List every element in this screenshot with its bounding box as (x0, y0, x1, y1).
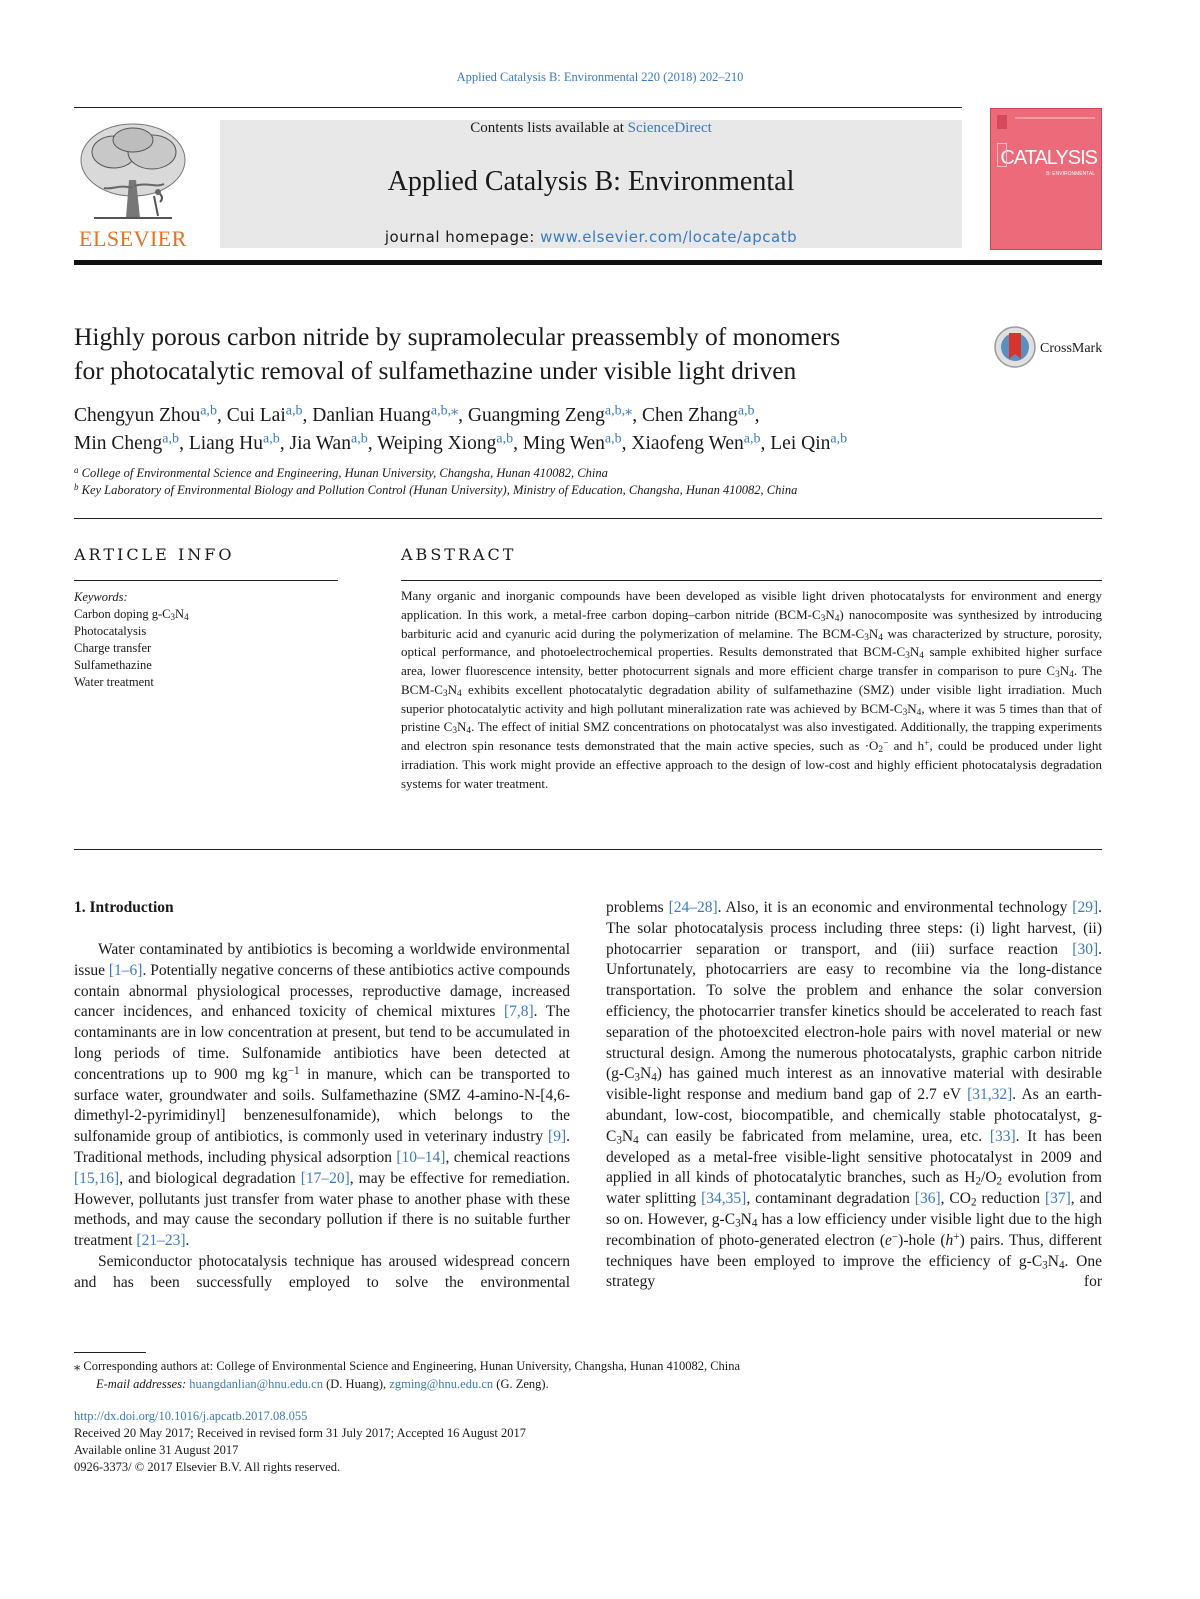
author-affiliation-sup[interactable]: a,b (830, 430, 848, 447)
author-affiliation-sup[interactable]: a,b (162, 430, 180, 447)
author-line-2 (74, 430, 1104, 458)
author-separator: , (179, 433, 189, 454)
author-separator: , (513, 433, 523, 454)
article-info-rule (74, 580, 338, 581)
article-info-heading: ARTICLE INFO (74, 545, 235, 564)
article-title (74, 320, 974, 388)
abstract-body: Many organic and inorganic compounds have been developed as visible light driven photocatalysts for environment and energy application. In this work, a metal-free carbon doping–carbon nitride $(BCM-C_3N_4)$ nanocomposite was synthesized by introducing barbituric acid and cyanuric acid during the polymerization of melamine. The BCM-$C_3N_4$ was characterized by structure, porosity, optical performance, and photoelectrochemical properties. Results demonstrated that BCM-$C_3N_4$ sample exhibited higher surface area, lower fluorescence intensity, better photocurrent signals and more efficient charge transfer in comparison to pure $C_3N_4$. The BCM-$C_3N_4$ exhibits excellent photocatalytic degradation ability of sulfamethazine (SMZ) under visible light irradiation. Much superior photocatalytic activity and high pollutant mineralization rate was achieved by BCM-$C_3N_4$, where it was 5 times than that of pristine $C_3N_4$. The effect of initial SMZ concentrations on photocatalyst was also investigated. Additionally, the trapping experiments and electron spin resonance tests demonstrated that the main active species, such as $\cdot O_2^-$ and h+, could be produced under light irradiation. This work might provide an effective approach to the design of low-cost and highly efficient photocatalysis degradation systems for water treatment. (401, 588, 1103, 791)
cover-title: CATALYSIS (1000, 147, 1097, 169)
author-affiliation-sup[interactable]: a,b (604, 430, 622, 447)
author-separator: , (458, 405, 468, 426)
copyright-line: 0926-3373/ © 2017 Elsevier B.V. All rights reserved. (74, 1460, 341, 1474)
affiliation-mark: a (74, 464, 79, 475)
intro-paragraph-2: Semiconductor photocatalysis technique has aroused widespread concern and has been successfully employed to solve the environmental (74, 1252, 570, 1291)
email-owner-huang: (D. Huang), (322, 1377, 390, 1391)
right-column (606, 898, 1102, 1293)
affiliation-text: College of Environmental Science and Engineering, Hunan University, Changsha, Hunan 410082, China (81, 466, 608, 480)
keyword-item: Sulfamethazine (74, 658, 152, 672)
author-affiliation-sup[interactable]: a,b (285, 402, 303, 419)
affiliation-rule (74, 518, 1102, 519)
author-affiliation-sup[interactable]: a,b (200, 402, 217, 419)
article-title-line1: Highly porous carbon nitride by supramolecular preassembly of monomers (74, 322, 841, 351)
author-name: Guangming Zeng (467, 405, 605, 426)
author-separator: , (754, 405, 760, 426)
author-affiliation-sup[interactable]: a,b,⁎ (430, 402, 459, 419)
email-link-zeng[interactable]: zgming@hnu.edu.cn (389, 1377, 494, 1391)
author-affiliation-sup[interactable]: a,b (350, 430, 368, 447)
author-name: Xiaofeng Wen (631, 433, 744, 454)
author-separator: , (216, 405, 227, 426)
homepage-line (220, 228, 962, 246)
available-online: Available online 31 August 2017 (74, 1443, 239, 1457)
author-line-1 (74, 402, 1104, 430)
journal-reference[interactable]: Applied Catalysis B: Environmental 220 (2018) 202–210 (456, 70, 744, 84)
abstract-bottom-rule (74, 849, 1102, 850)
keywords-label: Keywords: (74, 590, 128, 604)
author-separator: , (621, 433, 632, 454)
header-thick-rule (74, 260, 1102, 265)
corresponding-footnote: ⁎ Corresponding authors at: College of Environmental Science and Engineering, Hunan University, Changsha, Hunan 410082, China (74, 1359, 741, 1373)
author-name: Chen Zhang (641, 405, 738, 426)
left-column (74, 940, 570, 1294)
author-affiliation-sup[interactable]: a,b (743, 430, 761, 447)
journal-cover-thumbnail (990, 108, 1102, 250)
author-affiliation-sup[interactable]: a,b,⁎ (604, 402, 633, 419)
author-name: Ming Wen (522, 433, 605, 454)
author-name: Lei Qin (770, 433, 831, 454)
author-separator: , (367, 433, 378, 454)
author-separator: , (279, 433, 290, 454)
cover-bracket (997, 143, 1007, 167)
affiliation-mark: b (74, 481, 79, 492)
homepage-link[interactable]: www.elsevier.com/locate/apcatb (540, 228, 798, 246)
contents-line (220, 120, 962, 137)
publisher-name: ELSEVIER (79, 226, 187, 251)
cover-rule (1015, 117, 1095, 119)
author-name: Cui Lai (226, 405, 286, 426)
author-name: Liang Hu (188, 433, 264, 454)
section-heading-introduction: 1. Introduction (74, 899, 174, 916)
journal-title: Applied Catalysis B: Environmental (387, 166, 795, 197)
intro-paragraph-1: Water contaminated by antibiotics is becoming a worldwide environmental issue [1–6]. Potentially negative concerns of these antibiotics active compounds contain abnormal physiological processes, reproductive damage, increased cancer incidences, and enhanced toxicity of chemical mixtures [7,8]. The contaminants are in low concentration at present, but tend to be accumulated in long periods of time. Sulfonamide antibiotics have been detected at concentrations up to 900 mg $kg^{-1}$ in manure, which can be transported to surface water, groundwater and soils. Sulfamethazine (SMZ 4-amino-N-[4,6-dimethyl-2-pyrimidinyl] benzenesulfonamide), which belongs to the sulfonamide group of antibiotics, is commonly used in veterinary industry [9]. Traditional methods, including physical adsorption [10–14], chemical reactions [15,16], and biological degradation [17–20], may be effective for remediation. However, pollutants just transfer from water phase to another phase with these methods, and may cause the secondary pollution if there is no suitable further treatment [21–23]. (74, 941, 570, 1250)
cover-subtitle: B: ENVIRONMENTAL (1046, 171, 1095, 177)
keyword-item: Charge transfer (74, 641, 152, 655)
header-top-rule (74, 107, 962, 108)
author-separator: , (632, 405, 642, 426)
email-footnote (96, 1375, 549, 1393)
author-separator: , (302, 405, 313, 426)
abstract-heading: ABSTRACT (401, 545, 517, 564)
doi-link[interactable]: http://dx.doi.org/10.1016/j.apcatb.2017.08.055 (74, 1409, 308, 1423)
author-separator: , (760, 433, 771, 454)
abstract-rule (401, 580, 1102, 581)
author-name: Danlian Huang (312, 405, 431, 426)
author-name: Min Cheng (74, 433, 163, 454)
homepage-prefix: journal homepage: (384, 228, 541, 246)
author-list (74, 402, 1104, 458)
received-dates: Received 20 May 2017; Received in revised form 31 July 2017; Accepted 16 August 2017 (74, 1426, 526, 1440)
affiliation-b (74, 483, 1104, 498)
keyword-item: Water treatment (74, 675, 154, 689)
crossmark-label[interactable]: CrossMark (1040, 341, 1103, 356)
author-affiliation-sup[interactable]: a,b (496, 430, 514, 447)
email-owner-zeng: (G. Zeng). (493, 1377, 549, 1391)
email-label: E-mail addresses: (96, 1377, 190, 1391)
footnote-rule (74, 1352, 146, 1353)
intro-paragraph-3: problems [24–28]. Also, it is an economic and environmental technology [29]. The solar photocatalysis process including three steps: (i) light harvest, (ii) photocarrier separation or transport, and (iii) surface reaction [30]. Unfortunately, photocarriers are easy to recombine via the long-distance transportation. To solve the problem and enhance the solar conversion efficiency, the photocarrier transfer kinetics should be accelerated to reach fast separation of the photoexcited electron-hole pairs with novel material or new structural design. Among the numerous photocatalysts, graphic carbon nitride $(g-C_3N_4)$ has gained much interest as an innovative material with desirable visible-light response and medium band gap of 2.7 eV [31,32]. As an earth-abundant, low-cost, biocompatible, and chemically stable photocatalyst, $g-C_3N_4$ can easily be fabricated from melamine, urea, etc. [33]. It has been developed as a metal-free visible-light sensitive photocatalyst in 2009 and applied in all kinds of photocatalytic branches, such as $H_2/O_2$ evolution from water splitting [34,35], contaminant degradation [36], $CO_2$ reduction [37], and so on. However, $g-C_3N_4$ has a low efficiency under visible light due to the high recombination of photo-generated electron (e−)-hole (h+) pairs. Thus, different techniques have been employed to improve the efficiency of $g-C_3N_4$. One strategy for (606, 899, 1103, 1291)
author-name: Weiping Xiong (377, 433, 497, 454)
elsevier-tree-logo (74, 118, 192, 224)
email-link-huang[interactable]: huangdanlian@hnu.edu.cn (189, 1377, 323, 1391)
cover-logo-mark (997, 115, 1007, 129)
crossmark-icon[interactable] (993, 325, 1037, 369)
author-affiliation-sup[interactable]: a,b (737, 402, 755, 419)
author-affiliation-sup[interactable]: a,b (263, 430, 280, 447)
sciencedirect-link[interactable]: ScienceDirect (627, 120, 712, 136)
article-title-line2: for photocatalytic removal of sulfamethazine under visible light driven (74, 356, 797, 385)
keyword-item: Carbon doping $g-C_3N_4$ (74, 607, 189, 622)
keyword-item: Photocatalysis (74, 624, 147, 638)
affiliation-text: Key Laboratory of Environmental Biology and Pollution Control (Hunan University), Ministry of Education, Changsha, Hunan 410082, China (81, 483, 798, 497)
keywords-list (74, 606, 189, 691)
author-name: Jia Wan (289, 433, 351, 454)
affiliation-a (74, 466, 1104, 481)
contents-prefix: Contents lists available at (470, 120, 628, 136)
author-name: Chengyun Zhou (74, 405, 201, 426)
